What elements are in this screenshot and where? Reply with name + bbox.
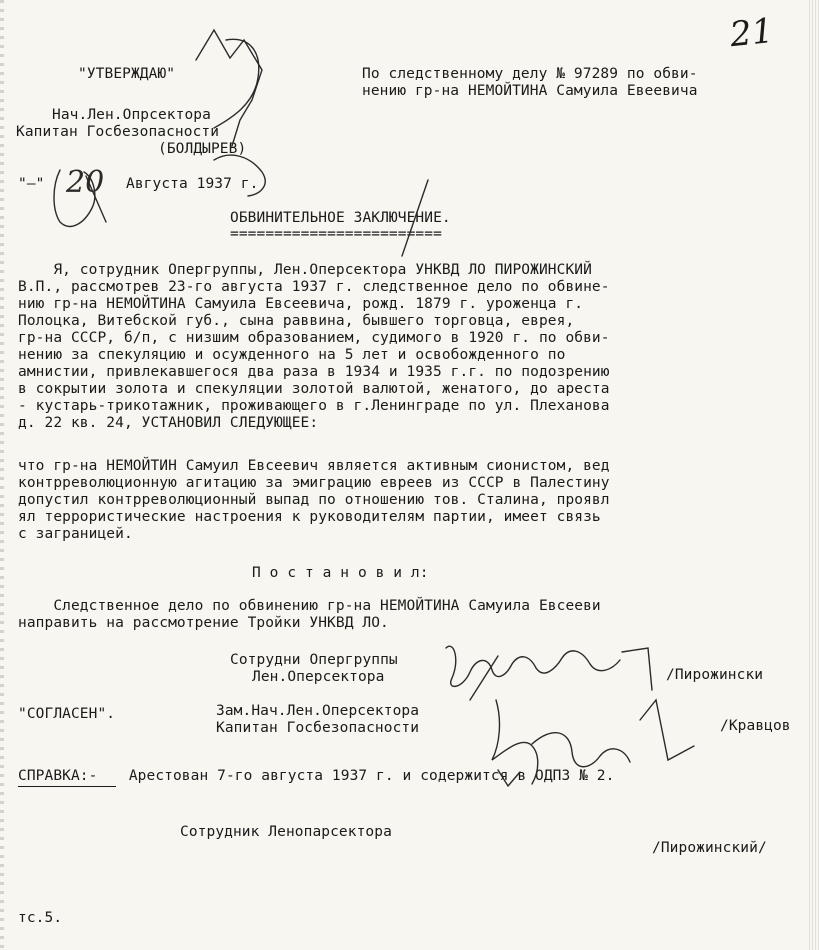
para1-line: амнистии, привлекавшегося два раза в 1934 и 1935 г.г. по подозрению: [18, 364, 610, 380]
agreed-stamp: "СОГЛАСЕН".: [18, 706, 116, 722]
signature1-line2: Лен.Оперсектора: [252, 669, 385, 685]
para1-line: нению за спекуляцию и осужденного на 5 лет и освобожденного по: [18, 347, 566, 363]
signature1-line1: Сотрудни Опергруппы: [230, 652, 398, 668]
agreed-name: /Кравцов: [720, 718, 791, 734]
para1-line: д. 22 кв. 24, УСТАНОВИЛ СЛЕДУЮЩЕЕ:: [18, 415, 319, 431]
resolved-heading: П о с т а н о в и л:: [252, 565, 429, 581]
case-header-line2: нению гр-на НЕМОЙТИНА Самуила Евеевича: [362, 83, 698, 99]
signature2-name: /Пирожинский/: [652, 840, 767, 856]
para1-line: Полоцка, Витебской губ., сына раввина, бывшего торговца, еврея,: [18, 313, 575, 329]
para2-line: что гр-на НЕМОЙТИН Самуил Евсеевич является активным сионистом, вед: [18, 458, 610, 474]
case-header-line1: По следственному делу № 97289 по обви-: [362, 66, 698, 82]
approval-day: 20: [66, 165, 105, 200]
note-label-underline: [18, 786, 116, 787]
para1-line: - кустарь-трикотажник, проживающего в г.Ленинграде по ул. Плеханова: [18, 398, 610, 414]
scan-edge-right: [807, 0, 819, 950]
para1-line: Я, сотрудник Опергруппы, Лен.Оперсектора УНКВД ЛО ПИРОЖИНСКИЙ: [18, 262, 592, 278]
approval-date-prefix: "—": [18, 176, 45, 192]
para1-line: нию гр-на НЕМОЙТИНА Самуила Евсеевича, рожд. 1879 г. уроженца г.: [18, 296, 584, 312]
para3-line: Следственное дело по обвинению гр-на НЕМОЙТИНА Самуила Евсееви: [18, 598, 601, 614]
para2-line: ял террористические настроения к руководителям партии, имеет связь: [18, 509, 601, 525]
agreed-line2: Капитан Госбезопасности: [216, 720, 420, 736]
para2-line: контрреволюционную агитацию за эмиграцию евреев из СССР в Палестину: [18, 475, 610, 491]
para2-line: допустил контрреволюционный выпад по отношению тов. Сталина, проявл: [18, 492, 610, 508]
para3-line: направить на рассмотрение Тройки УНКВД ЛО.: [18, 615, 389, 631]
approval-rank: Капитан Госбезопасности: [16, 124, 220, 140]
note-text: Арестован 7-го августа 1937 г. и содержится в ОДПЗ № 2.: [120, 768, 615, 784]
scan-edge-left: [0, 0, 4, 950]
para1-line: гр-на СССР, б/п, с низшим образованием, судимого в 1920 г. по обви-: [18, 330, 610, 346]
document-title: ОБВИНИТЕЛЬНОЕ ЗАКЛЮЧЕНИЕ.: [230, 210, 451, 226]
para2-line: с заграницей.: [18, 526, 133, 542]
para1-line: в сокрытии золота и спекуляции золотой валютой, женатого, до ареста: [18, 381, 610, 397]
approval-position: Нач.Лен.Опрсектора: [52, 107, 211, 123]
footer-code: тс.5.: [18, 910, 63, 926]
approval-name: (БОЛДЫРЕВ): [158, 141, 247, 157]
title-underline: ========================: [230, 226, 442, 242]
para1-line: В.П., рассмотрев 23-го августа 1937 г. следственное дело по обвине-: [18, 279, 610, 295]
approval-date-suffix: Августа 1937 г.: [126, 176, 259, 192]
signature1-name: /Пирожински: [666, 667, 764, 683]
approval-stamp: "УТВЕРЖДАЮ": [78, 66, 176, 82]
agreed-line1: Зам.Нач.Лен.Оперсектора: [216, 703, 420, 719]
note-label: СПРАВКА:-: [18, 768, 98, 784]
signature2-line1: Сотрудник Ленопарсектора: [180, 824, 392, 840]
page-number: 21: [728, 10, 776, 56]
